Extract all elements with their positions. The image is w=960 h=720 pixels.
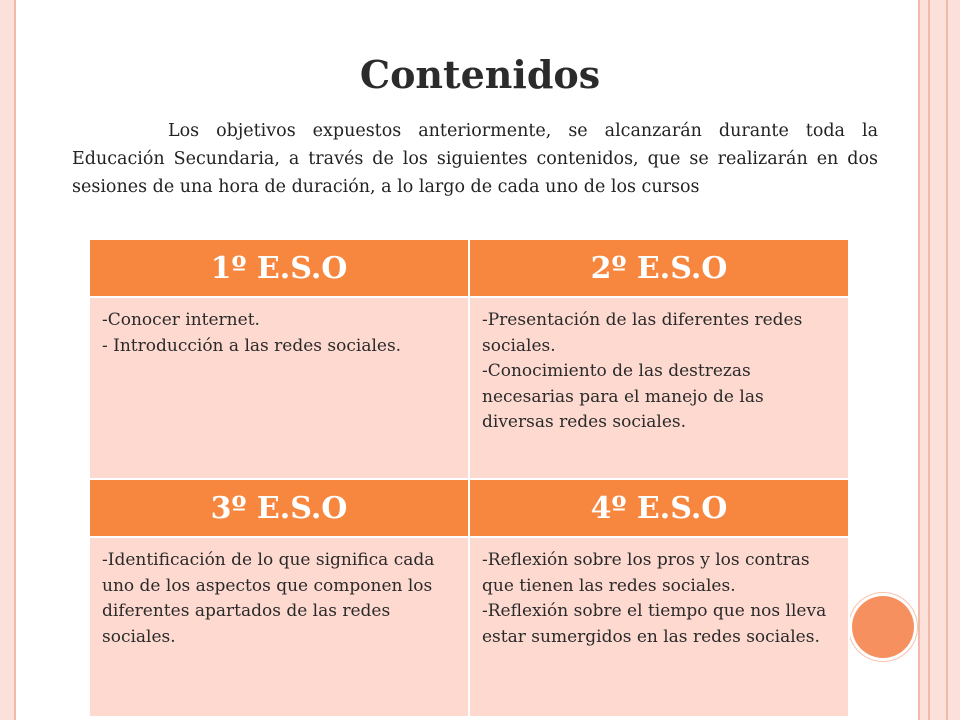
cell-4-eso: -Reflexión sobre los pros y los contras que tienen las redes sociales. -Reflexión sobre el tiempo que nos lleva estar sumergidos en las redes sociales. bbox=[469, 537, 849, 717]
header-row-top bbox=[89, 239, 849, 297]
right-frame-stripes bbox=[918, 0, 960, 720]
header-3-eso: 3º E.S.O bbox=[89, 479, 469, 537]
slide-title: Contenidos bbox=[359, 52, 601, 97]
cell-2-eso: -Presentación de las diferentes redes sociales. -Conocimiento de las destrezas necesarias para el manejo de las diversas redes sociales. bbox=[469, 297, 849, 479]
courses-table bbox=[88, 238, 850, 718]
cell-1-eso: -Conocer internet. - Introducción a las redes sociales. bbox=[89, 297, 469, 479]
content-row-bottom bbox=[89, 537, 849, 717]
cell-3-eso: -Identificación de lo que significa cada uno de los aspectos que componen los diferentes apartados de las redes sociales. bbox=[89, 537, 469, 717]
header-2-eso: 2º E.S.O bbox=[469, 239, 849, 297]
header-1-eso: 1º E.S.O bbox=[89, 239, 469, 297]
left-frame-border bbox=[0, 0, 16, 720]
intro-paragraph: Los objetivos expuestos anteriormente, se alcanzarán durante toda la Educación Secundaria, a través de los siguientes contenidos, que se realizarán en dos sesiones de una hora de duración, a lo largo de cada uno de los cursos bbox=[72, 121, 878, 197]
content-row-top bbox=[89, 297, 849, 479]
header-4-eso: 4º E.S.O bbox=[469, 479, 849, 537]
header-row-bottom bbox=[89, 479, 849, 537]
decorative-circle bbox=[852, 596, 914, 658]
